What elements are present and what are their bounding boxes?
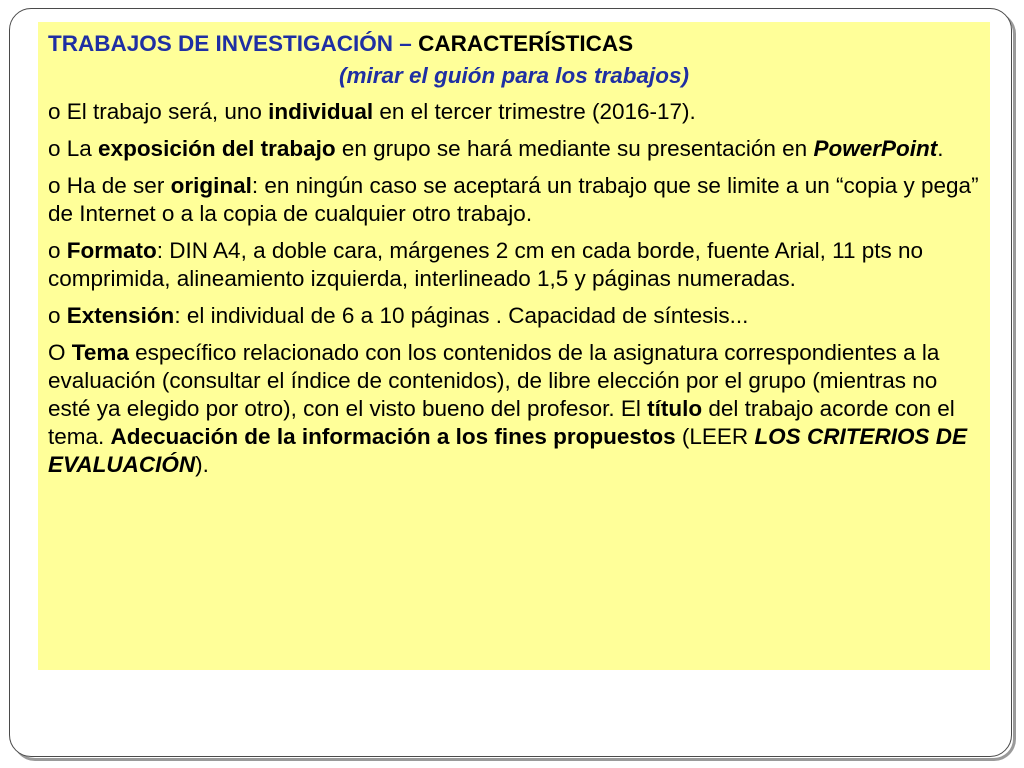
item-text: : en ningún caso se aceptará un trabajo que se limite a un “copia y pega” de Internet o a la copia de cualquier otro trabajo. (48, 173, 979, 226)
item-bold: Adecuación de la información a los fines propuestos (110, 424, 676, 449)
item-text: . (937, 136, 944, 161)
bullet: o (48, 99, 61, 124)
item-text: específico relacionado con los contenidos de la asignatura correspondientes a la evaluación (consultar el índice de contenidos), de libre elección por el grupo (mientras no esté ya elegido por otro), con el visto bueno del profesor. El (48, 340, 940, 421)
item-text: ). (195, 452, 209, 477)
item-text: : DIN A4, a doble cara, márgenes 2 cm en cada borde, fuente Arial, 11 pts no comprimida, alineamiento izquierda, interlineado 1,5 y páginas numeradas. (48, 238, 924, 291)
item-bold: Tema (71, 340, 129, 365)
item-bold-italic: LOS CRITERIOS DE EVALUACIÓN (48, 424, 967, 477)
title-part-2: CARACTERÍSTICAS (418, 31, 634, 56)
item-tema (48, 339, 980, 479)
item-bold: exposición del trabajo (98, 136, 336, 161)
item-individual (48, 98, 980, 126)
item-text: Ha de ser (60, 173, 171, 198)
item-text: El trabajo será, uno (60, 99, 269, 124)
bullet: O (48, 340, 66, 365)
item-text: (LEER (675, 424, 755, 449)
item-text: en grupo se hará mediante su presentación en (335, 136, 814, 161)
item-exposicion (48, 135, 980, 163)
item-bold-italic: PowerPoint (813, 136, 938, 161)
item-text: en el tercer trimestre (2016-17). (373, 99, 696, 124)
item-original (48, 172, 980, 228)
slide-subtitle: (mirar el guión para los trabajos) (338, 63, 690, 88)
item-bold: individual (268, 99, 374, 124)
title-dash: – (393, 31, 419, 56)
bullet: o (48, 303, 61, 328)
item-formato (48, 237, 980, 293)
item-extension (48, 302, 980, 330)
content-box (38, 22, 990, 670)
slide-title (48, 30, 980, 58)
item-bold: original (170, 173, 252, 198)
item-text: : el individual de 6 a 10 páginas . Capacidad de síntesis... (174, 303, 749, 328)
item-text: del trabajo acorde con el tema. (48, 396, 955, 449)
item-bold: título (647, 396, 703, 421)
item-bold: Formato (66, 238, 157, 263)
bullet: o (48, 173, 61, 198)
bullet: o (48, 136, 61, 161)
item-text: La (60, 136, 99, 161)
title-part-1: TRABAJOS DE INVESTIGACIÓN (48, 31, 394, 56)
bullet: o (48, 238, 61, 263)
item-bold: Extensión (66, 303, 175, 328)
